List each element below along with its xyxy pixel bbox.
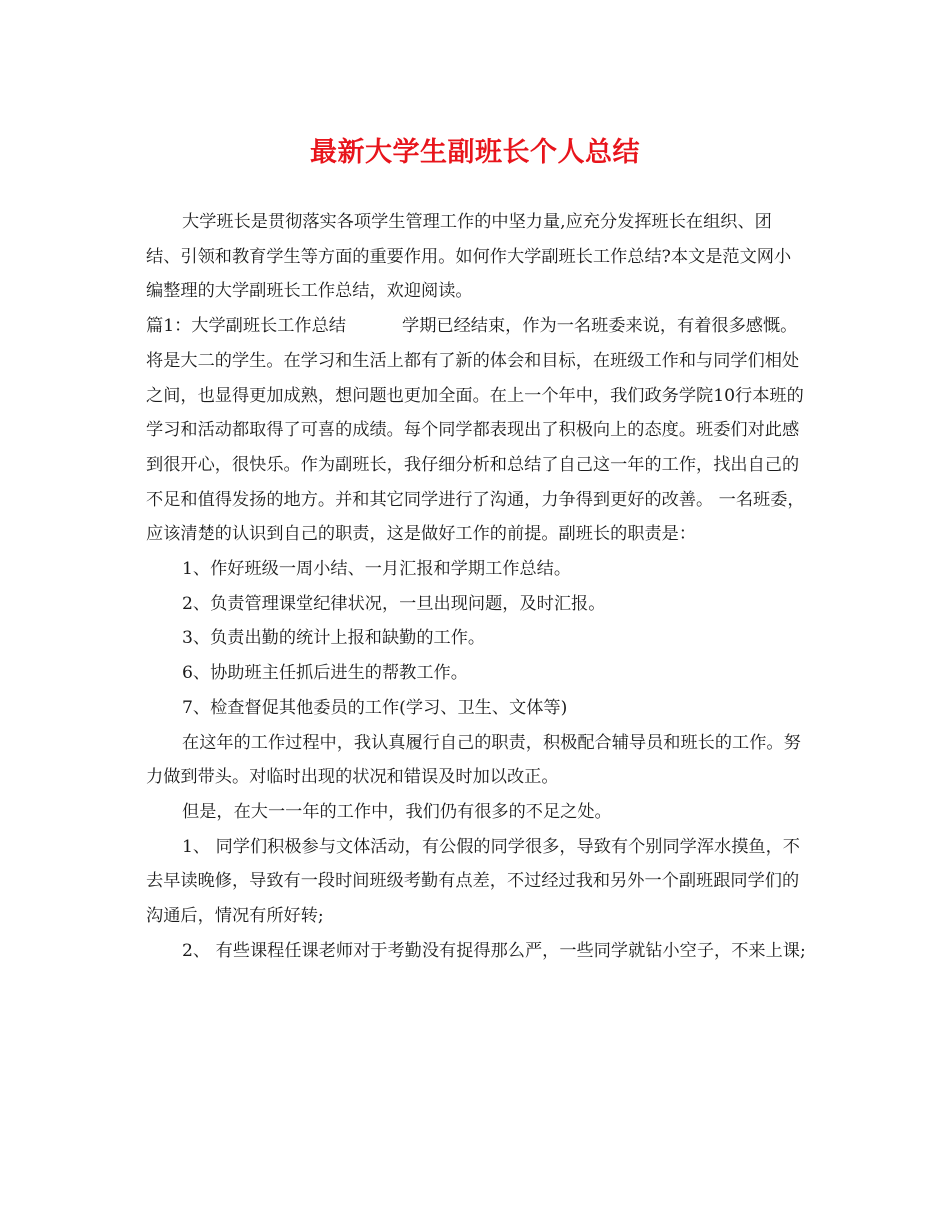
document-body	[146, 205, 806, 968]
duty-item: 2、负责管理课堂纪律状况，一旦出现问题，及时汇报。	[182, 593, 606, 614]
shortcoming-item: 2、 有些课程任课老师对于考勤没有捉得那么严，一些同学就钻小空子，不来上课;	[182, 940, 806, 961]
shortcoming-item: 1、 同学们积极参与文体活动，有公假的同学很多，导致有个别同学浑水摸鱼，不去早读晚修，导致有一段时间班级考勤有点差，不过经过我和另外一个副班跟同学们的沟通后，情况有所好转;	[146, 836, 800, 927]
duty-item: 7、检查督促其他委员的工作(学习、卫生、文体等)	[182, 697, 568, 718]
shortcomings-intro: 但是，在大一一年的工作中，我们仍有很多的不足之处。	[182, 801, 612, 822]
section-1-body: 学期已经结束，作为一名班委来说，有着很多感慨。将是大二的学生。在学习和生活上都有了新的体会和目标，在班级工作和与同学们相处之间，也显得更加成熟，想问题也更加全面。在上一个年中，我们政务学院10行本班的学习和活动都取得了可喜的成绩。每个同学都表现出了积极向上的态度。班委们对此感到很开心，很快乐。作为副班长，我仔细分析和总结了自己这一年的工作，找出自己的不足和值得发扬的地方。并和其它同学进行了沟通，力争得到更好的改善。 一名班委，应该清楚的认识到自己的职责，这是做好工作的前提。副班长的职责是：	[146, 316, 805, 545]
duty-item: 1、作好班级一周小结、一月汇报和学期工作总结。	[182, 559, 572, 580]
intro-paragraph: 大学班长是贯彻落实各项学生管理工作的中坚力量,应充分发挥班长在组织、团结、引领和教育学生等方面的重要作用。如何作大学副班长工作总结?本文是范文网小编整理的大学副班长工作总结，欢迎阅读。	[146, 212, 792, 302]
section-1-paragraph	[146, 309, 806, 552]
duty-item: 6、协助班主任抓后进生的帮教工作。	[182, 663, 468, 684]
work-paragraph: 在这年的工作过程中，我认真履行自己的职责，积极配合辅导员和班长的工作。努力做到带头。对临时出现的状况和错误及时加以改正。	[146, 732, 801, 788]
document-title: 最新大学生副班长个人总结	[310, 137, 640, 168]
section-1-heading: 篇1：大学副班长工作总结	[146, 316, 346, 337]
duty-item: 3、负责出勤的统计上报和缺勤的工作。	[182, 628, 486, 649]
